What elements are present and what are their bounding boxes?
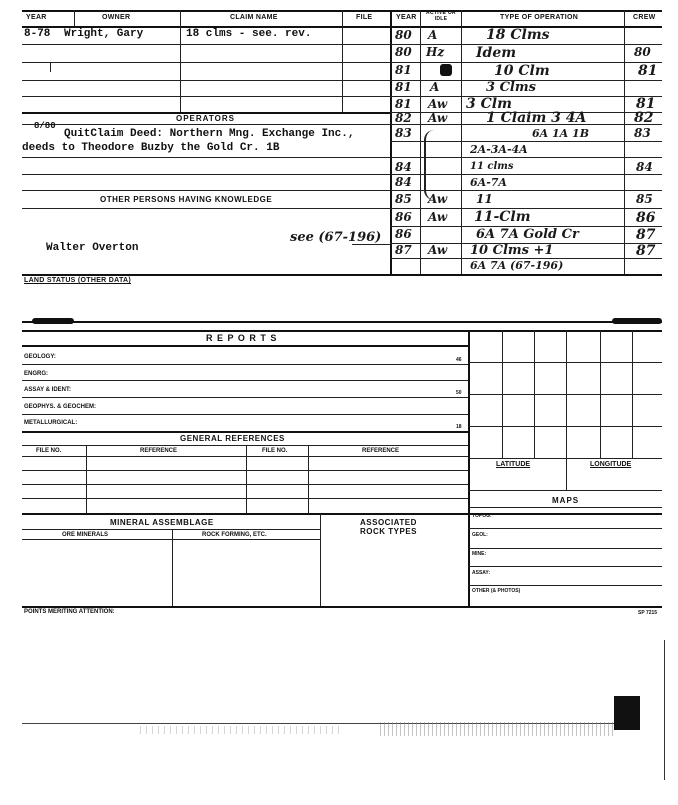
owner-entry-claim: 18 clms - see. rev.: [186, 28, 312, 40]
longitude-label: LONGITUDE: [590, 461, 632, 468]
ref-col-file-no-1: FILE NO.: [36, 448, 62, 454]
op-type-7: 6A 1A 1B: [532, 127, 589, 140]
op-type-12: 11-Clm: [474, 209, 531, 225]
op-crew-9: 84: [636, 160, 653, 174]
op-crew-12: 86: [636, 210, 656, 226]
op-status-3-scribble: [440, 64, 452, 76]
op-status-5: Aw: [428, 97, 448, 111]
op-crew-2: 80: [634, 45, 651, 59]
op-type-3: 10 Clm: [494, 63, 550, 79]
op-crew-13: 87: [636, 227, 656, 243]
op-crew-11: 85: [636, 192, 653, 206]
ore-minerals-label: ORE MINERALS: [62, 532, 109, 538]
op-year-10: 84: [395, 175, 412, 189]
op-status-12: Aw: [428, 210, 448, 224]
op-crew-5: 81: [636, 96, 656, 112]
op-status-2: Hz: [426, 45, 445, 59]
op-type-9: 11 clms: [470, 161, 514, 172]
header-type-of-operation: TYPE OF OPERATION: [500, 14, 579, 21]
op-status-4: A: [430, 80, 440, 94]
general-references-title: GENERAL REFERENCES: [180, 434, 285, 443]
header-year: YEAR: [26, 14, 47, 21]
latitude-label: LATITUDE: [496, 461, 531, 468]
operators-line-2: deeds to Theodore Buzby the Gold Cr. 1B: [22, 142, 280, 154]
points-meriting-attention: POINTS MERITING ATTENTION:: [24, 609, 115, 615]
ref-col-reference-2: REFERENCE: [362, 448, 400, 454]
op-type-4: 3 Clms: [486, 80, 536, 95]
associated-label-2: ROCK TYPES: [360, 527, 418, 536]
maps-topog-label: TOPOG:: [472, 513, 492, 519]
land-status-label: LAND STATUS (OTHER DATA): [24, 277, 132, 284]
op-crew-6: 82: [634, 110, 654, 126]
operators-label: OPERATORS: [176, 114, 235, 123]
op-year-9: 84: [395, 160, 412, 174]
scan-noise-2: [140, 726, 340, 734]
op-type-2: Idem: [476, 45, 517, 61]
op-year-12: 86: [395, 210, 412, 224]
knowledge-label: OTHER PERSONS HAVING KNOWLEDGE: [100, 195, 273, 204]
owner-entry-name: Wright, Gary: [64, 28, 144, 40]
header-file: FILE: [356, 14, 373, 21]
form-number: SP 7215: [638, 610, 658, 616]
reports-geology-num: 46: [456, 357, 462, 363]
reports-metallurgical-label: METALLURGICAL:: [24, 420, 78, 426]
knowledge-person: Walter Overton: [46, 242, 139, 254]
op-status-1: A: [428, 28, 438, 42]
rock-forming-label: ROCK FORMING, ETC.: [202, 532, 267, 538]
op-year-11: 85: [395, 192, 412, 206]
maps-assay-label: ASSAY:: [472, 570, 491, 576]
reports-engrg-label: ENGRG:: [24, 371, 48, 377]
op-type-11: 11: [476, 192, 493, 206]
reports-geology-label: GEOLOGY:: [24, 354, 56, 360]
scan-block: [614, 696, 640, 730]
scan-noise: [380, 722, 614, 736]
reports-title: R E P O R T S: [206, 333, 278, 343]
op-crew-3: 81: [638, 63, 658, 79]
ref-col-file-no-2: FILE NO.: [262, 448, 288, 454]
maps-other-label: OTHER (& PHOTOS): [472, 588, 521, 594]
op-status-14: Aw: [428, 243, 448, 257]
op-year-5: 81: [395, 97, 412, 111]
op-crew-14: 87: [636, 243, 656, 259]
op-type-15: 6A 7A (67-196): [470, 259, 564, 272]
header-owner: OWNER: [102, 14, 131, 21]
op-type-13: 6A 7A Gold Cr: [476, 227, 579, 242]
reports-assay-label: ASSAY & IDENT:: [24, 387, 72, 393]
mineral-assemblage-title: MINERAL ASSEMBLAGE: [110, 518, 214, 527]
brace-mark: [424, 130, 440, 200]
op-type-1: 18 Clms: [486, 27, 550, 43]
header-claim-name: CLAIM NAME: [230, 14, 278, 21]
header-year-2: YEAR: [396, 14, 417, 21]
op-crew-7: 83: [634, 126, 651, 140]
maps-title: MAPS: [552, 496, 580, 505]
op-type-8: 2A-3A-4A: [470, 143, 528, 156]
reports-geophys-label: GEOPHYS. & GEOCHEM:: [24, 404, 97, 410]
operators-line-1: QuitClaim Deed: Northern Mng. Exchange Inc.,: [64, 128, 355, 140]
op-status-6: Aw: [428, 111, 448, 125]
associated-label-1: ASSOCIATED: [360, 518, 417, 527]
header-active-idle: ACTIVE OR IDLE: [426, 10, 456, 22]
op-year-14: 87: [395, 243, 412, 257]
op-year-1: 80: [395, 28, 412, 42]
ref-col-reference-1: REFERENCE: [140, 448, 178, 454]
reports-metallurgical-num: 18: [456, 424, 462, 430]
operators-date: 8/80: [34, 121, 56, 131]
op-type-6: 1 Claim 3 4A: [486, 110, 587, 126]
op-year-3: 81: [395, 63, 412, 77]
op-year-2: 80: [395, 45, 412, 59]
op-year-7: 83: [395, 126, 412, 140]
op-status-11: Aw: [428, 192, 448, 206]
owner-entry-year: 8-78: [24, 28, 51, 40]
op-year-13: 86: [395, 227, 412, 241]
header-crew: CREW: [633, 14, 656, 21]
op-year-4: 81: [395, 80, 412, 94]
maps-mine-label: MINE:: [472, 551, 487, 557]
op-type-14: 10 Clms +1: [470, 243, 554, 258]
reports-assay-num: 50: [456, 390, 462, 396]
maps-geol-label: GEOL:: [472, 532, 488, 538]
op-type-10: 6A-7A: [470, 176, 507, 189]
op-year-6: 82: [395, 111, 412, 125]
op-type-5: 3 Clm: [466, 96, 512, 112]
knowledge-note: see (67-196): [290, 230, 382, 245]
